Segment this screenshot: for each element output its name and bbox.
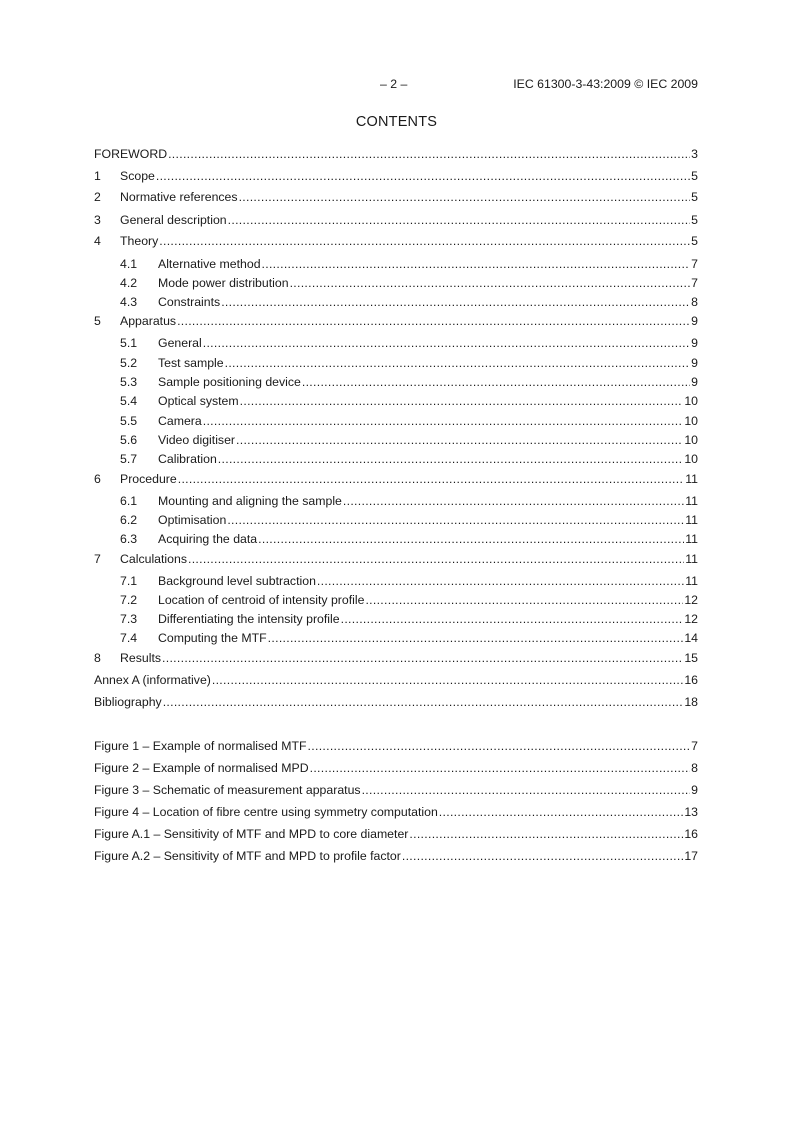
toc-entry-title: Apparatus [120,314,177,328]
toc-entry[interactable] [94,393,698,409]
dot-leader [227,512,684,528]
dot-leader [156,168,690,184]
dot-leader [188,551,684,567]
dot-leader [177,313,690,329]
dot-leader [308,738,691,754]
toc-entry-title: FOREWORD [94,147,168,161]
toc-page-number: 11 [685,574,698,588]
dot-leader [268,630,684,646]
toc-entry[interactable] [94,650,698,666]
toc-entry-number: 5.5 [120,414,138,428]
toc-entry-number: 5 [94,314,101,328]
toc-page-number: 10 [684,452,698,466]
toc-entry[interactable] [94,630,698,646]
toc-entry[interactable] [94,189,698,205]
toc-entry[interactable] [94,313,698,329]
toc-page-number: 10 [684,394,698,408]
toc-page-number: 5 [691,213,698,227]
toc-page-number: 16 [684,673,698,687]
toc-entry[interactable] [94,432,698,448]
toc-page-number: 11 [685,532,698,546]
toc-entry[interactable] [94,573,698,589]
dot-leader [178,471,684,487]
toc-entry[interactable] [94,146,698,162]
toc-entry-number: 4.3 [120,295,138,309]
toc-entry-title: Differentiating the intensity profile [158,612,340,626]
toc-entry-title: Figure A.1 – Sensitivity of MTF and MPD to core diameter [94,827,409,841]
toc-page-number: 10 [684,433,698,447]
toc-entry-number: 5.6 [120,433,138,447]
toc-entry-title: Location of centroid of intensity profile [158,593,365,607]
toc-entry-number: 4.1 [120,257,138,271]
toc-entry-number: 6 [94,472,101,486]
toc-entry[interactable] [94,493,698,509]
toc-entry-title: General description [120,213,227,227]
toc-page-number: 11 [685,552,698,566]
toc-entry-title: Calibration [158,452,217,466]
toc-entry-number: 6.1 [120,494,138,508]
toc-entry[interactable] [94,672,698,688]
dot-leader [168,146,690,162]
dot-leader [225,355,691,371]
toc-entry-number: 5.2 [120,356,138,370]
toc-page-number: 9 [691,314,698,328]
toc-page-number: 8 [691,295,698,309]
toc-entry-title: Calculations [120,552,187,566]
dot-leader [343,493,684,509]
figure-list-entry[interactable] [94,826,698,842]
toc-entry[interactable] [94,451,698,467]
toc-entry-title: Results [120,651,162,665]
toc-page-number: 18 [684,695,698,709]
toc-page-number: 11 [685,472,698,486]
dot-leader [212,672,683,688]
toc-entry[interactable] [94,611,698,627]
toc-entry-number: 4 [94,234,101,248]
toc-page-number: 17 [684,849,698,863]
dot-leader [228,212,691,228]
toc-entry-title: Scope [120,169,155,183]
page-header [94,77,698,93]
dot-leader [239,189,691,205]
toc-entry-title: General [158,336,202,350]
toc-entry-title: Acquiring the data [158,532,258,546]
toc-entry[interactable] [94,531,698,547]
toc-entry-number: 5.3 [120,375,138,389]
toc-entry-title: Figure 3 – Schematic of measurement apparatus [94,783,361,797]
toc-page-number: 9 [691,356,698,370]
toc-page-number: 8 [691,761,698,775]
toc-page-number: 5 [691,234,698,248]
toc-entry[interactable] [94,355,698,371]
dot-leader [163,694,684,710]
toc-page-number: 7 [691,257,698,271]
toc-entry-title: Annex A (informative) [94,673,211,687]
toc-entry-title: Constraints [158,295,221,309]
toc-entry-title: Sample positioning device [158,375,301,389]
toc-entry[interactable] [94,592,698,608]
dot-leader [203,335,690,351]
toc-entry-number: 5.7 [120,452,138,466]
toc-page-number: 16 [684,827,698,841]
dot-leader [409,826,683,842]
toc-page-number: 9 [691,336,698,350]
dot-leader [162,650,683,666]
toc-entry-number: 7.1 [120,574,138,588]
toc-entry[interactable] [94,233,698,249]
toc-entry-title: Figure 4 – Location of fibre centre using symmetry computation [94,805,438,819]
toc-entry-title: Mode power distribution [158,276,289,290]
toc-page-number: 12 [684,612,698,626]
figure-list-entry[interactable] [94,738,698,754]
toc-entry-number: 4.2 [120,276,138,290]
figure-list-entry[interactable] [94,760,698,776]
toc-entry[interactable] [94,694,698,710]
toc-entry[interactable] [94,471,698,487]
toc-entry-title: Figure 1 – Example of normalised MTF [94,739,307,753]
toc-entry-title: Figure 2 – Example of normalised MPD [94,761,309,775]
dot-leader [240,393,684,409]
dot-leader [203,413,684,429]
toc-page-number: 5 [691,169,698,183]
dot-leader [236,432,683,448]
toc-entry-title: Figure A.2 – Sensitivity of MTF and MPD to profile factor [94,849,401,863]
toc-entry-title: Bibliography [94,695,162,709]
toc-entry-number: 7.2 [120,593,138,607]
toc-entry-number: 5.4 [120,394,138,408]
toc-entry-number: 6.2 [120,513,138,527]
contents-title: CONTENTS [355,114,438,130]
toc-entry-title: Mounting and aligning the sample [158,494,342,508]
toc-page-number: 5 [691,190,698,204]
toc-page-number: 14 [684,631,698,645]
dot-leader [439,804,684,820]
document-reference: IEC 61300-3-43:2009 © IEC 2009 [513,77,698,91]
toc-page-number: 9 [691,783,698,797]
dot-leader [402,848,683,864]
page-number: – 2 – [380,77,408,91]
toc-entry-number: 1 [94,169,101,183]
toc-entry-number: 7.3 [120,612,138,626]
toc-entry[interactable] [94,335,698,351]
toc-page-number: 9 [691,375,698,389]
toc-entry-number: 7.4 [120,631,138,645]
toc-page-number: 7 [691,739,698,753]
toc-entry-number: 8 [94,651,101,665]
toc-entry[interactable] [94,256,698,272]
toc-entry-title: Procedure [120,472,177,486]
toc-page-number: 7 [691,276,698,290]
toc-entry-title: Alternative method [158,257,261,271]
toc-entry-number: 7 [94,552,101,566]
dot-leader [221,294,690,310]
toc-entry-title: Test sample [158,356,224,370]
dot-leader [310,760,691,776]
toc-page-number: 13 [684,805,698,819]
toc-entry-title: Theory [120,234,159,248]
toc-page-number: 3 [691,147,698,161]
toc-page-number: 11 [685,494,698,508]
toc-page-number: 11 [685,513,698,527]
toc-page-number: 15 [684,651,698,665]
dot-leader [258,531,684,547]
toc-entry-number: 2 [94,190,101,204]
dot-leader [365,592,683,608]
toc-entry-number: 6.3 [120,532,138,546]
toc-entry-title: Camera [158,414,202,428]
toc-entry[interactable] [94,374,698,390]
toc-entry-title: Optimisation [158,513,227,527]
dot-leader [159,233,690,249]
dot-leader [317,573,684,589]
toc-entry-title: Video digitiser [158,433,236,447]
toc-page-number: 10 [684,414,698,428]
dot-leader [302,374,690,390]
toc-entry[interactable] [94,168,698,184]
dot-leader [218,451,684,467]
toc-entry[interactable] [94,413,698,429]
toc-entry[interactable] [94,212,698,228]
dot-leader [362,782,691,798]
toc-entry-number: 5.1 [120,336,138,350]
dot-leader [262,256,691,272]
toc-page-number: 12 [684,593,698,607]
toc-entry-number: 3 [94,213,101,227]
toc-entry-title: Optical system [158,394,239,408]
toc-entry[interactable] [94,275,698,291]
figure-list-entry[interactable] [94,848,698,864]
toc-entry[interactable] [94,294,698,310]
figure-list-entry[interactable] [94,804,698,820]
dot-leader [341,611,684,627]
dot-leader [290,275,691,291]
figure-list-entry[interactable] [94,782,698,798]
toc-entry-title: Background level subtraction [158,574,316,588]
toc-entry-title: Normative references [120,190,238,204]
toc-entry[interactable] [94,551,698,567]
toc-entry-title: Computing the MTF [158,631,267,645]
toc-entry[interactable] [94,512,698,528]
